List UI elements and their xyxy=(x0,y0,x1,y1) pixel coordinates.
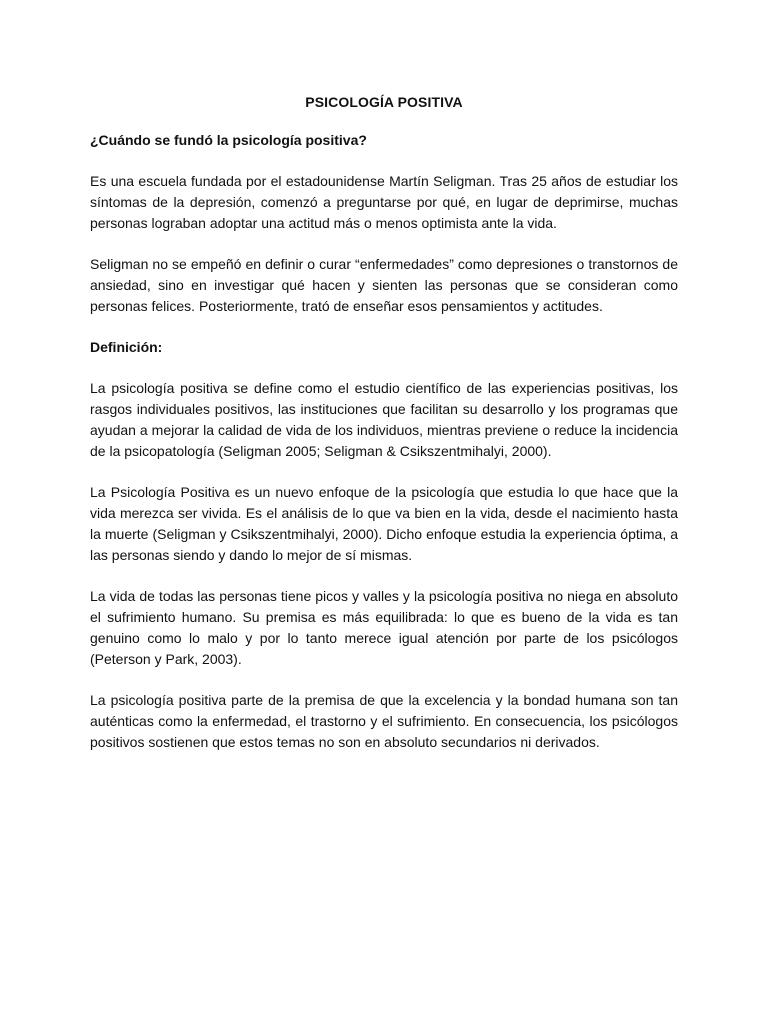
definition-paragraph-2: La Psicología Positiva es un nuevo enfoque de la psicología que estudia lo que hace que la vida merezca ser vivida. Es el análisis de lo que va bien en la vida, desde el nacimiento hasta la muerte (Seligman y Csikszentmihalyi, 2000). Dicho enfoque estudia la experiencia óptima, a las personas siendo y dando lo mejor de sí mismas. xyxy=(90,484,678,563)
intro-paragraph-1: Es una escuela fundada por el estadounidense Martín Seligman. Tras 25 años de estudiar los síntomas de la depresión, comenzó a preguntarse por qué, en lugar de deprimirse, muchas personas lograban adoptar una actitud más o menos optimista ante la vida. xyxy=(90,173,678,231)
definition-paragraph-3: La vida de todas las personas tiene picos y valles y la psicología positiva no niega en absoluto el sufrimiento humano. Su premisa es más equilibrada: lo que es bueno de la vida es tan genuino como lo malo y por lo tanto merece igual atención por parte de los psicólogos (Peterson y Park, 2003). xyxy=(90,588,678,667)
document-page xyxy=(90,92,678,774)
section-question-heading: ¿Cuándo se fundó la psicología positiva? xyxy=(90,132,367,148)
document-title: PSICOLOGÍA POSITIVA xyxy=(305,94,463,110)
definition-paragraph-1: La psicología positiva se define como el estudio científico de las experiencias positivas, los rasgos individuales positivos, las instituciones que facilitan su desarrollo y los programas que ayudan a mejorar la calidad de vida de los individuos, mientras previene o reduce la incidencia de la psicopatología (Seligman 2005; Seligman & Csikszentmihalyi, 2000). xyxy=(90,380,678,459)
definition-paragraph-4: La psicología positiva parte de la premisa de que la excelencia y la bondad humana son tan auténticas como la enfermedad, el trastorno y el sufrimiento. En consecuencia, los psicólogos positivos sostienen que estos temas no son en absoluto secundarios ni derivados. xyxy=(90,692,678,750)
intro-paragraph-2: Seligman no se empeñó en definir o curar “enfermedades” como depresiones o transtornos de ansiedad, sino en investigar qué hacen y sienten las personas que se consideran como personas felices. Posteriormente, trató de enseñar esos pensamientos y actitudes. xyxy=(90,256,678,314)
definition-heading: Definición: xyxy=(90,339,163,356)
